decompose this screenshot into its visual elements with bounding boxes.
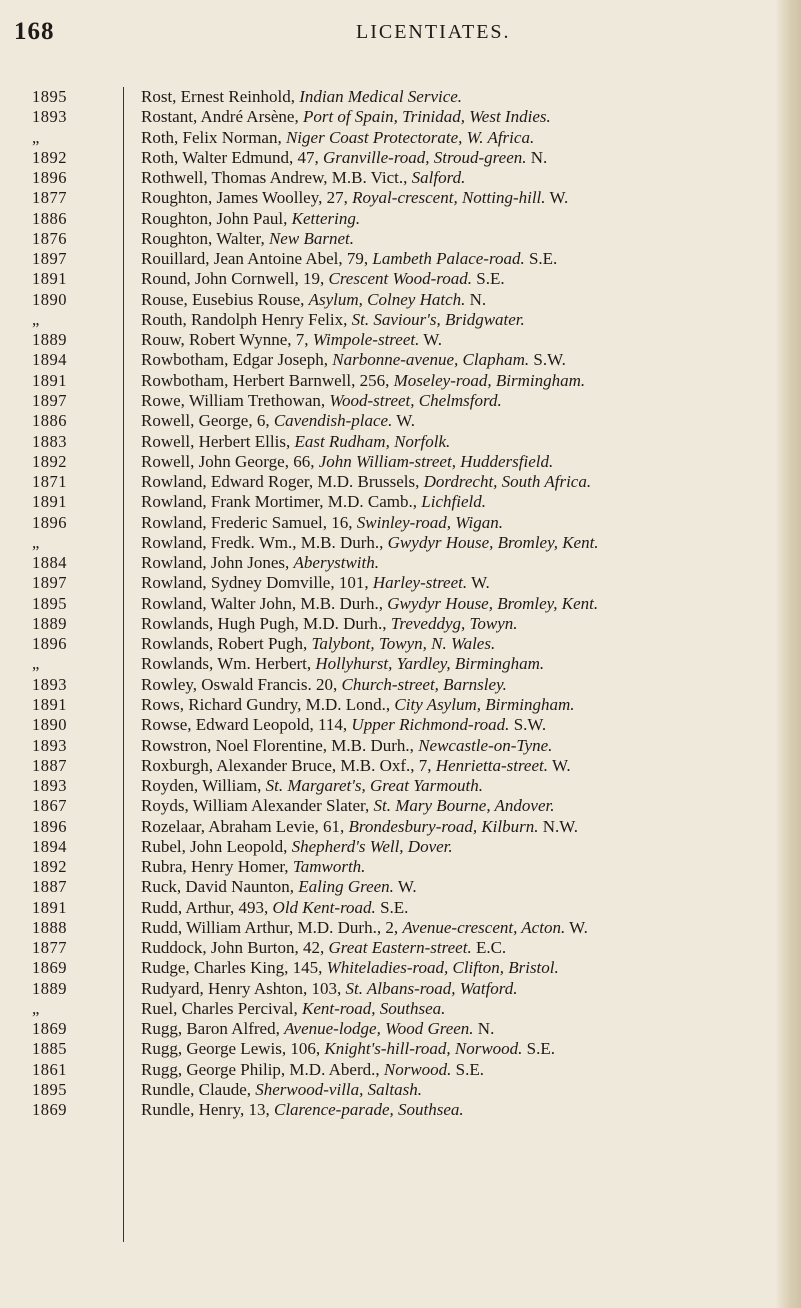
entry-text	[141, 87, 462, 107]
entry-year: „	[32, 532, 40, 552]
entry-row	[0, 128, 775, 148]
entry-address: St. Saviour's, Bridgwater.	[351, 309, 525, 329]
entry-text	[141, 756, 571, 776]
entry-name: Ruel, Charles Percival,	[141, 998, 302, 1018]
entry-row	[0, 492, 775, 512]
entry-address: St. Albans-road, Watford.	[345, 978, 518, 998]
entry-address: Swinley-road, Wigan.	[356, 512, 503, 532]
entry-name: Rowland, Sydney Domville, 101,	[141, 573, 373, 593]
entry-address: Upper Richmond-road.	[351, 715, 510, 735]
entry-name: Rubra, Henry Homer,	[141, 857, 293, 877]
entry-year: „	[32, 127, 40, 147]
entry-address: Norwood.	[383, 1059, 452, 1079]
entry-row	[0, 614, 775, 634]
entry-name: Rugg, George Lewis, 106,	[141, 1039, 325, 1059]
entry-name: Roth, Felix Norman,	[141, 127, 286, 147]
entry-row	[0, 938, 775, 958]
entry-address: Knight's-hill-road, Norwood.	[324, 1039, 523, 1059]
entry-row	[0, 594, 775, 614]
entry-row	[0, 695, 775, 715]
entry-year: 1897	[32, 390, 67, 410]
entry-row	[0, 209, 775, 229]
entry-row	[0, 188, 775, 208]
entry-text	[141, 1039, 555, 1059]
entry-address: Wimpole-street.	[312, 330, 420, 350]
entry-name: Ruck, David Naunton,	[141, 877, 299, 897]
entry-name: Rouse, Eusebius Rouse,	[141, 289, 309, 309]
entry-year: „	[32, 654, 40, 674]
entry-name: Rouw, Robert Wynne, 7,	[141, 330, 313, 350]
entry-row	[0, 857, 775, 877]
entry-name: Rouillard, Jean Antoine Abel, 79,	[141, 249, 373, 269]
entry-row	[0, 756, 775, 776]
entry-row	[0, 168, 775, 188]
entry-row	[0, 715, 775, 735]
entry-name: Routh, Randolph Henry Felix,	[141, 309, 352, 329]
entry-district: W.	[393, 877, 417, 897]
entry-year: 1892	[32, 451, 67, 471]
page-number: 168	[14, 18, 55, 45]
entry-address: Brondesbury-road, Kilburn.	[348, 816, 539, 836]
entry-row	[0, 999, 775, 1019]
entry-district: W.	[565, 917, 588, 937]
entry-row	[0, 1100, 775, 1120]
entry-text	[141, 736, 552, 756]
entry-address: Ealing Green.	[298, 877, 394, 897]
entry-name: Roughton, Walter,	[141, 228, 269, 248]
entry-name: Rothwell, Thomas Andrew, M.B. Vict.,	[141, 168, 412, 188]
entry-text	[141, 634, 495, 654]
entry-row	[0, 310, 775, 330]
entry-year: 1869	[32, 1019, 67, 1039]
entry-district: N.W.	[538, 816, 579, 836]
entry-row	[0, 411, 775, 431]
entry-district: W.	[392, 411, 416, 431]
entry-address: Narbonne-avenue, Clapham.	[332, 350, 530, 370]
entry-text	[141, 553, 379, 573]
entry-text	[141, 148, 547, 168]
entry-year: 1884	[32, 553, 67, 573]
entry-district: S.E.	[524, 249, 558, 269]
entry-text	[141, 290, 486, 310]
entry-name: Rowbotham, Herbert Barnwell, 256,	[141, 370, 394, 390]
entry-year: 1885	[32, 1039, 67, 1059]
entry-name: Rowland, Fredk. Wm., M.B. Durh.,	[141, 532, 388, 552]
entry-year: 1896	[32, 168, 67, 188]
entry-row	[0, 553, 775, 573]
entry-row	[0, 269, 775, 289]
entry-text	[141, 715, 546, 735]
entry-row	[0, 654, 775, 674]
entry-name: Rozelaar, Abraham Levie, 61,	[141, 816, 349, 836]
entry-row	[0, 350, 775, 370]
entry-year: 1895	[32, 593, 67, 613]
entry-address: Dordrecht, South Africa.	[423, 472, 592, 492]
entry-text	[141, 188, 568, 208]
entry-text	[141, 229, 354, 249]
entry-text	[141, 958, 559, 978]
entry-text	[141, 938, 506, 958]
entry-text	[141, 128, 534, 148]
entry-row	[0, 472, 775, 492]
entry-name: Rost, Ernest Reinhold,	[141, 87, 300, 106]
entry-year: 1861	[32, 1059, 67, 1079]
entry-district: S.W.	[529, 350, 566, 370]
entry-row	[0, 1019, 775, 1039]
entry-year: 1890	[32, 289, 67, 309]
entry-year: 1889	[32, 613, 67, 633]
entry-text	[141, 979, 518, 999]
entry-address: Kent-road, Southsea.	[302, 998, 446, 1018]
entry-row	[0, 958, 775, 978]
entry-address: John William-street, Huddersfield.	[318, 451, 554, 471]
entry-text	[141, 1100, 464, 1120]
entry-name: Rowland, Frank Mortimer, M.D. Camb.,	[141, 492, 422, 512]
entry-year: 1867	[32, 796, 67, 816]
entry-text	[141, 999, 445, 1019]
entry-row	[0, 290, 775, 310]
entry-address: Asylum, Colney Hatch.	[308, 289, 466, 309]
entry-address: St. Margaret's, Great Yarmouth.	[265, 776, 484, 796]
entry-text	[141, 898, 408, 918]
entry-text	[141, 675, 507, 695]
entry-name: Rows, Richard Gundry, M.D. Lond.,	[141, 694, 395, 714]
entry-name: Royden, William,	[141, 776, 266, 796]
entry-name: Rowlands, Robert Pugh,	[141, 634, 312, 654]
entry-row	[0, 634, 775, 654]
entry-row	[0, 249, 775, 269]
entry-name: Rowell, John George, 66,	[141, 451, 319, 471]
entry-text	[141, 249, 557, 269]
entry-address: Shepherd's Well, Dover.	[291, 836, 453, 856]
entry-year: 1895	[32, 1080, 67, 1100]
entry-row	[0, 330, 775, 350]
entry-row	[0, 877, 775, 897]
entry-text	[141, 594, 598, 614]
entry-address: Wood-street, Chelmsford.	[329, 390, 502, 410]
entry-year: 1876	[32, 228, 67, 248]
entry-district: W.	[548, 755, 571, 775]
entry-address: Crescent Wood-road.	[328, 269, 473, 289]
entry-text	[141, 837, 453, 857]
entry-year: 1888	[32, 917, 67, 937]
entry-year: 1893	[32, 735, 67, 755]
entry-name: Rudd, Arthur, 493,	[141, 897, 273, 917]
entry-address: Harley-street.	[372, 573, 468, 593]
entry-text	[141, 107, 551, 127]
entry-text	[141, 654, 544, 674]
entry-address: Gwydyr House, Bromley, Kent.	[387, 593, 599, 613]
entry-district: E.C.	[471, 938, 507, 958]
entry-district: N.	[465, 289, 487, 309]
entry-address: Avenue-crescent, Acton.	[402, 917, 566, 937]
entry-year: 1892	[32, 857, 67, 877]
entry-row	[0, 817, 775, 837]
entry-address: Old Kent-road.	[272, 897, 376, 917]
entry-name: Rowse, Edward Leopold, 114,	[141, 715, 352, 735]
entry-address: Lichfield.	[421, 492, 486, 512]
entry-address: Lambeth Palace-road.	[372, 249, 525, 269]
entry-address: Sherwood-villa, Saltash.	[255, 1080, 422, 1100]
entry-address: Great Eastern-street.	[328, 938, 472, 958]
entry-address: Clarence-parade, Southsea.	[274, 1100, 464, 1120]
entry-name: Rowstron, Noel Florentine, M.B. Durh.,	[141, 735, 419, 755]
entry-row	[0, 898, 775, 918]
entry-name: Rostant, André Arsène,	[141, 107, 303, 127]
entry-address: Newcastle-on-Tyne.	[418, 735, 553, 755]
entry-text	[141, 776, 483, 796]
entry-address: Moseley-road, Birmingham.	[393, 370, 586, 390]
entry-address: Avenue-lodge, Wood Green.	[284, 1019, 474, 1039]
entry-address: Whiteladies-road, Clifton, Bristol.	[326, 958, 559, 978]
entry-year: 1886	[32, 411, 67, 431]
entry-year: „	[32, 309, 40, 329]
entry-year: „	[32, 998, 40, 1018]
entry-text	[141, 492, 486, 512]
entry-year: 1893	[32, 674, 67, 694]
entry-address: Talybont, Towyn, N. Wales.	[311, 634, 496, 654]
entry-name: Rowley, Oswald Francis. 20,	[141, 674, 342, 694]
entry-address: Treveddyg, Towyn.	[390, 613, 518, 633]
entry-year: 1891	[32, 897, 67, 917]
entry-district: N.	[473, 1019, 495, 1039]
entry-name: Royds, William Alexander Slater,	[141, 796, 374, 816]
entry-name: Rundle, Claude,	[141, 1080, 256, 1100]
entry-year: 1890	[32, 715, 67, 735]
entry-name: Rowland, John Jones,	[141, 553, 294, 573]
entry-text	[141, 330, 442, 350]
entry-district: S.E.	[451, 1059, 485, 1079]
entry-year: 1897	[32, 249, 67, 269]
entry-name: Rowell, Herbert Ellis,	[141, 431, 295, 451]
entry-text	[141, 533, 599, 553]
entry-name: Round, John Cornwell, 19,	[141, 269, 329, 289]
entry-text	[141, 513, 503, 533]
entry-row	[0, 918, 775, 938]
entry-row	[0, 796, 775, 816]
entry-row	[0, 391, 775, 411]
entry-address: Kettering.	[291, 208, 361, 228]
entry-text	[141, 472, 591, 492]
entry-text	[141, 209, 360, 229]
entry-district: N.	[526, 147, 548, 167]
entry-year: 1886	[32, 208, 67, 228]
entry-year: 1896	[32, 634, 67, 654]
entry-text	[141, 857, 365, 877]
entry-text	[141, 432, 450, 452]
entry-row	[0, 573, 775, 593]
entry-name: Rudyard, Henry Ashton, 103,	[141, 978, 346, 998]
entry-text	[141, 918, 588, 938]
entry-year: 1892	[32, 147, 67, 167]
entry-row	[0, 229, 775, 249]
entry-text	[141, 1080, 422, 1100]
entry-year: 1891	[32, 492, 67, 512]
entry-year: 1889	[32, 330, 67, 350]
entry-row	[0, 1060, 775, 1080]
entry-year: 1869	[32, 1100, 67, 1120]
entry-district: W.	[467, 573, 490, 593]
entry-year: 1891	[32, 370, 67, 390]
entry-row	[0, 776, 775, 796]
entry-district: W.	[545, 188, 569, 208]
entry-text	[141, 411, 415, 431]
entry-address: New Barnet.	[268, 228, 354, 248]
page-header	[14, 18, 764, 52]
entry-district: S.E.	[472, 269, 505, 289]
entry-name: Rowlands, Wm. Herbert,	[141, 654, 316, 674]
entry-address: Royal-crescent, Notting-hill.	[352, 188, 546, 208]
entry-year: 1869	[32, 958, 67, 978]
entry-address: Niger Coast Protectorate, W. Africa.	[285, 127, 535, 147]
entry-text	[141, 796, 555, 816]
entry-address: Henrietta-street.	[435, 755, 548, 775]
entry-name: Roth, Walter Edmund, 47,	[141, 147, 323, 167]
entry-name: Ruddock, John Burton, 42,	[141, 938, 329, 958]
entry-name: Rugg, Baron Alfred,	[141, 1019, 285, 1039]
entry-text	[141, 573, 490, 593]
entry-year: 1871	[32, 472, 67, 492]
entry-text	[141, 371, 585, 391]
entry-district: W.	[419, 330, 443, 350]
entry-text	[141, 1060, 484, 1080]
entry-district: S.E.	[522, 1039, 556, 1059]
entry-text	[141, 310, 525, 330]
entry-year: 1893	[32, 776, 67, 796]
entry-address: Hollyhurst, Yardley, Birmingham.	[315, 654, 545, 674]
entry-text	[141, 350, 566, 370]
entry-year: 1893	[32, 107, 67, 127]
entry-row	[0, 979, 775, 999]
entry-year: 1894	[32, 836, 67, 856]
entry-name: Rowland, Walter John, M.B. Durh.,	[141, 593, 388, 613]
entry-address: City Asylum, Birmingham.	[394, 694, 575, 714]
entry-name: Rowlands, Hugh Pugh, M.D. Durh.,	[141, 613, 391, 633]
entry-year: 1894	[32, 350, 67, 370]
entry-name: Roxburgh, Alexander Bruce, M.B. Oxf., 7,	[141, 755, 436, 775]
entry-row	[0, 107, 775, 127]
entry-address: Port of Spain, Trinidad, West Indies.	[302, 107, 551, 127]
entry-year: 1896	[32, 512, 67, 532]
entry-year: 1897	[32, 573, 67, 593]
entry-year: 1895	[32, 87, 67, 106]
entry-address: Cavendish-place.	[273, 411, 393, 431]
entry-text	[141, 168, 465, 188]
entry-name: Rubel, John Leopold,	[141, 836, 292, 856]
entry-year: 1891	[32, 694, 67, 714]
entry-row	[0, 1080, 775, 1100]
entry-address: Granville-road, Stroud-green.	[323, 147, 527, 167]
entry-row	[0, 837, 775, 857]
entry-name: Roughton, John Paul,	[141, 208, 292, 228]
entry-address: Aberystwith.	[293, 553, 379, 573]
page-edge-shadow	[775, 0, 801, 1308]
entry-name: Rowland, Frederic Samuel, 16,	[141, 512, 357, 532]
entry-address: East Rudham, Norfolk.	[294, 431, 451, 451]
entry-name: Rowland, Edward Roger, M.D. Brussels,	[141, 472, 424, 492]
entry-district: S.E.	[375, 897, 409, 917]
entry-text	[141, 614, 518, 634]
entry-row	[0, 675, 775, 695]
entry-year: 1889	[32, 978, 67, 998]
entry-address: Salford.	[411, 168, 466, 188]
entry-name: Rudd, William Arthur, M.D. Durh., 2,	[141, 917, 403, 937]
running-head: LICENTIATES.	[356, 21, 511, 43]
entry-year: 1896	[32, 816, 67, 836]
entry-name: Rowe, William Trethowan,	[141, 390, 330, 410]
entry-row	[0, 148, 775, 168]
entry-row	[0, 736, 775, 756]
entry-address: St. Mary Bourne, Andover.	[373, 796, 555, 816]
entry-row	[0, 87, 775, 107]
entry-row	[0, 371, 775, 391]
entry-name: Rowell, George, 6,	[141, 411, 274, 431]
entry-address: Tamworth.	[292, 857, 366, 877]
entry-text	[141, 452, 553, 472]
entry-row	[0, 432, 775, 452]
entry-text	[141, 877, 417, 897]
entry-row	[0, 533, 775, 553]
entry-row	[0, 513, 775, 533]
register-entries	[0, 87, 775, 1121]
entry-name: Rugg, George Philip, M.D. Aberd.,	[141, 1059, 384, 1079]
entry-name: Rudge, Charles King, 145,	[141, 958, 327, 978]
entry-row	[0, 1039, 775, 1059]
entry-district: S.W.	[509, 715, 547, 735]
entry-text	[141, 391, 502, 411]
entry-name: Roughton, James Woolley, 27,	[141, 188, 353, 208]
entry-year: 1883	[32, 431, 67, 451]
entry-text	[141, 1019, 494, 1039]
entry-name: Rundle, Henry, 13,	[141, 1100, 274, 1120]
entry-text	[141, 695, 574, 715]
entry-name: Rowbotham, Edgar Joseph,	[141, 350, 333, 370]
entry-year: 1887	[32, 755, 67, 775]
entry-address: Indian Medical Service.	[299, 87, 463, 106]
entry-text	[141, 817, 578, 837]
entry-year: 1891	[32, 269, 67, 289]
entry-year: 1887	[32, 877, 67, 897]
entry-row	[0, 452, 775, 472]
entry-text	[141, 269, 505, 289]
entry-year: 1877	[32, 938, 67, 958]
entry-address: Church-street, Barnsley.	[341, 674, 507, 694]
entry-year: 1877	[32, 188, 67, 208]
entry-address: Gwydyr House, Bromley, Kent.	[387, 532, 599, 552]
